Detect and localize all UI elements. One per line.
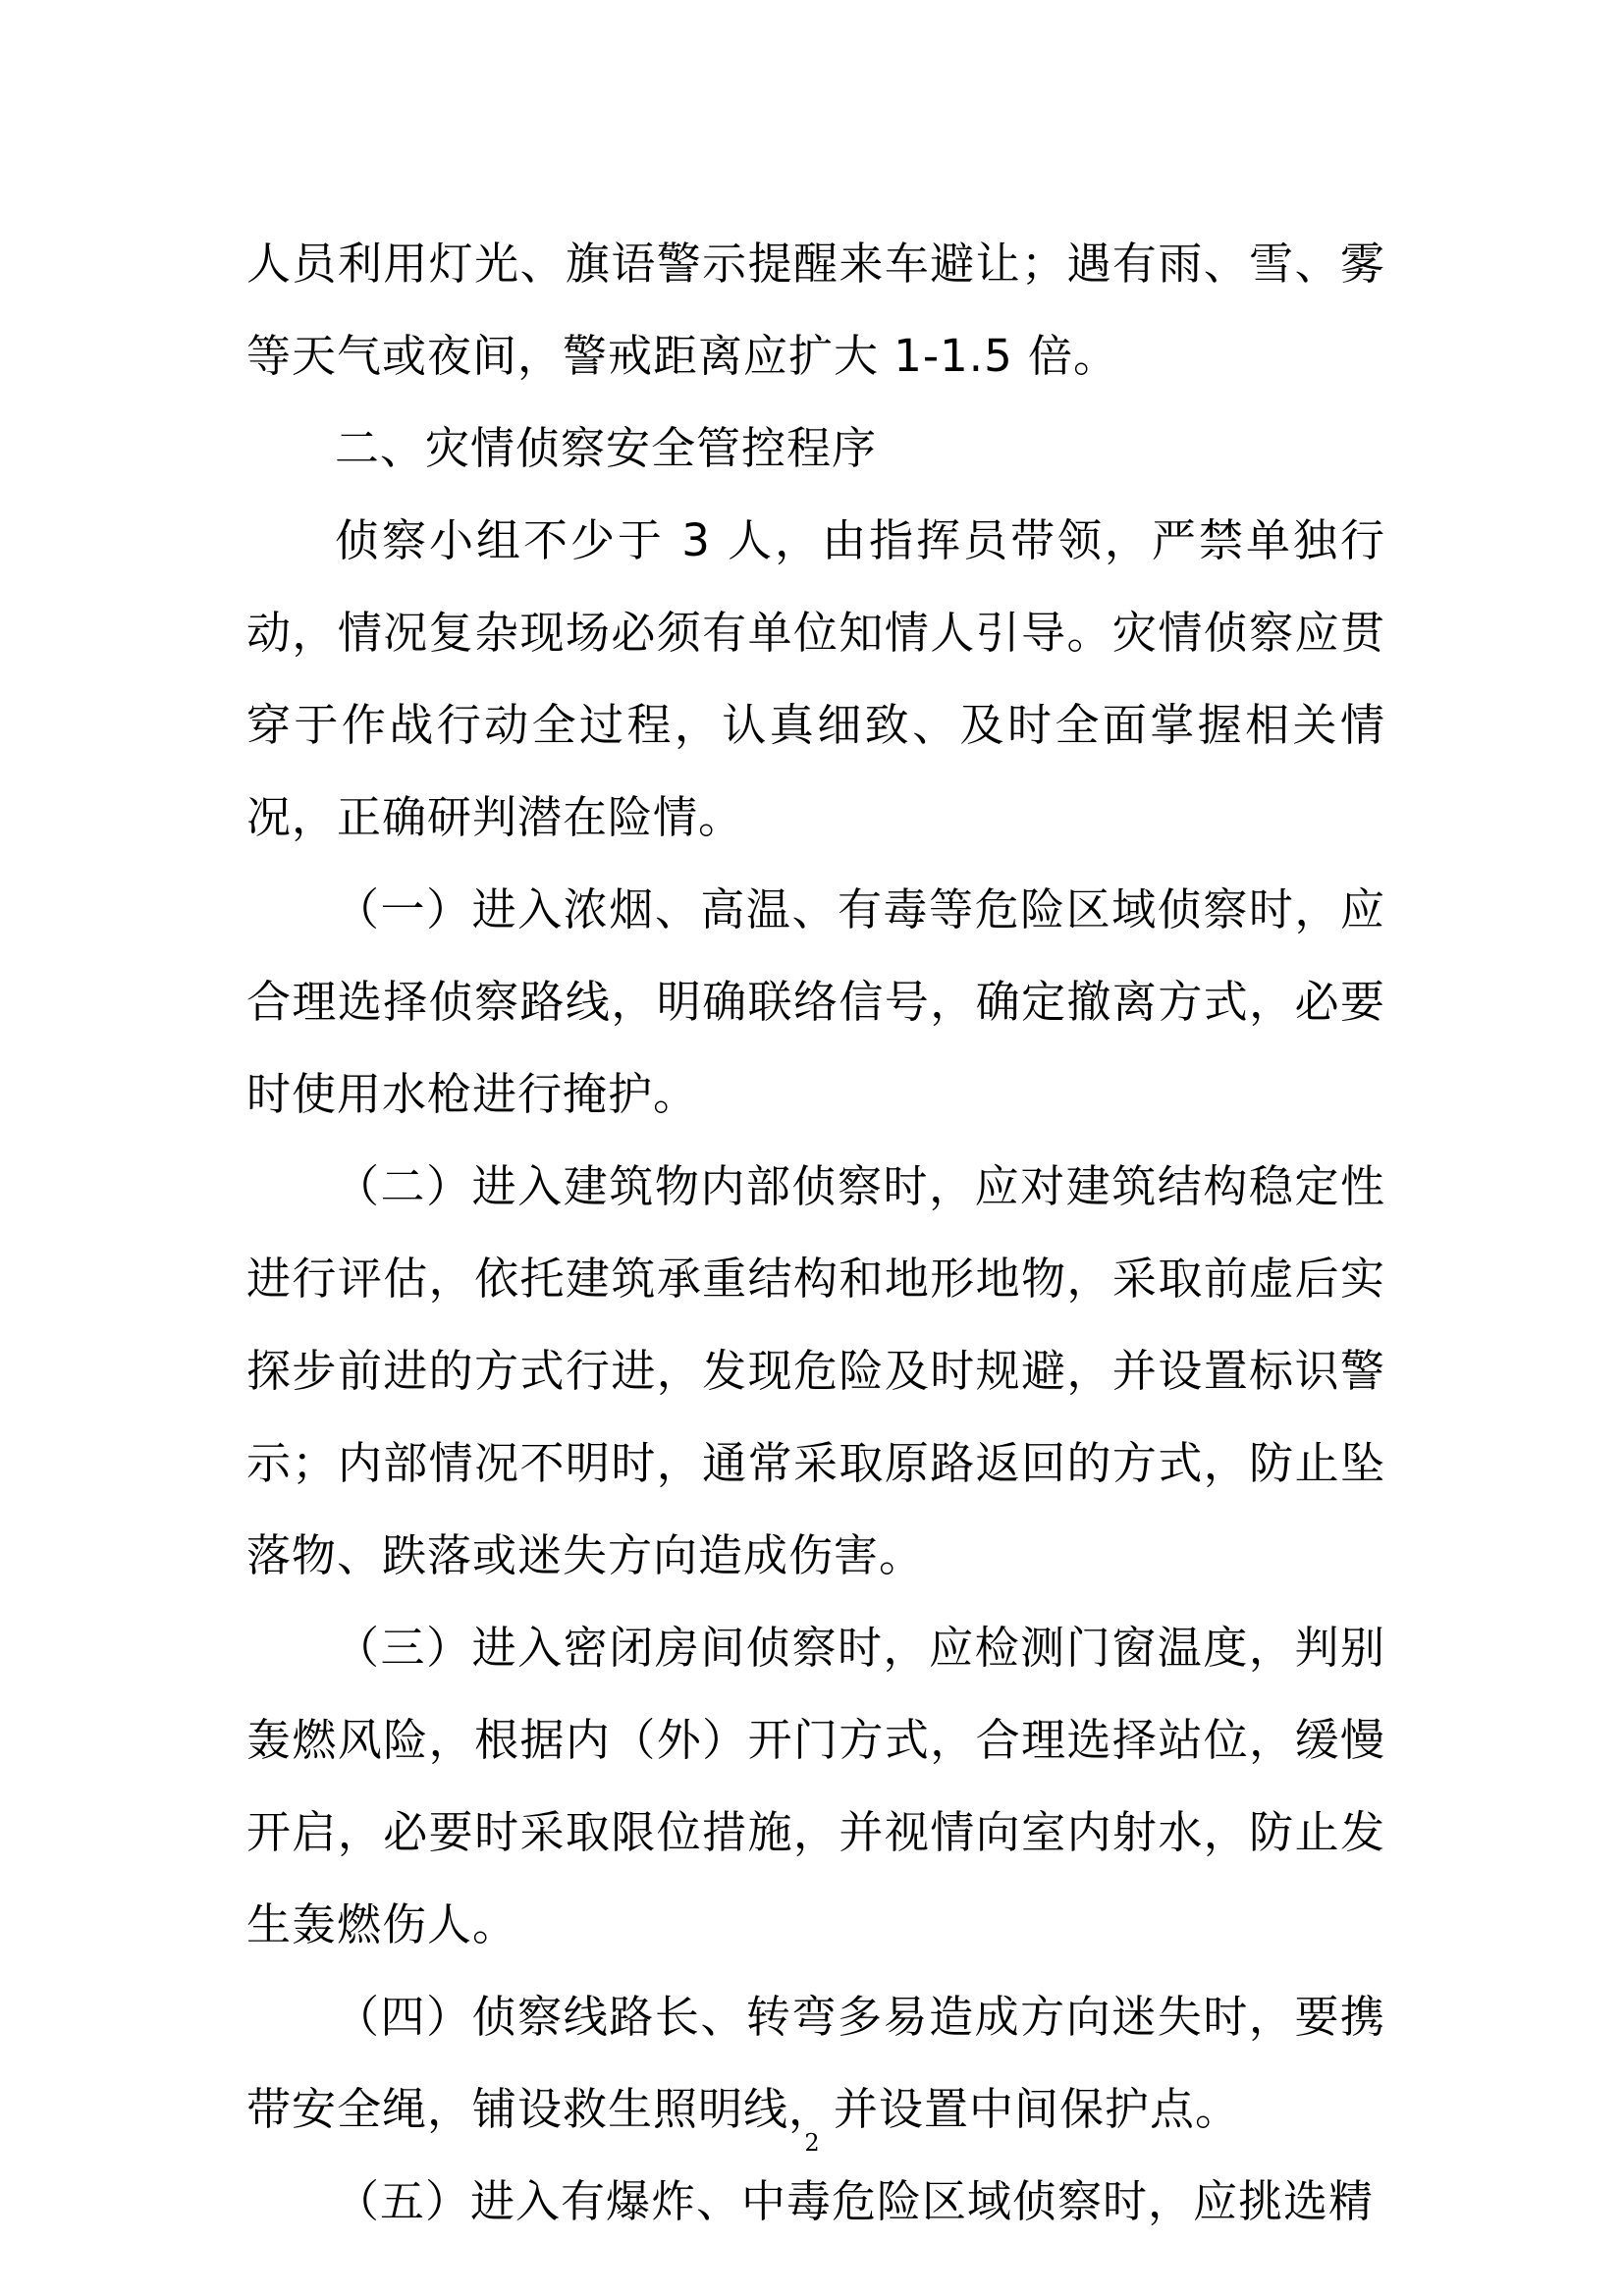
paragraph-item-2: （二）进入建筑物内部侦察时，应对建筑结构稳定性进行评估，依托建筑承重结构和地形地物，采取前虚后实探步前进的方式行进，发现危险及时规避，并设置标识警示；内部情况不明时，通常采取原路返回的方式，防止坠落物、跌落或迷失方向造成伤害。	[246, 1160, 1385, 1581]
paragraph-item-5: （五）进入有爆炸、中毒危险区域侦察时，应挑选精	[335, 2175, 1375, 2227]
paragraph-continuation: 人员利用灯光、旗语警示提醒来车避让；遇有雨、雪、雾等天气或夜间，警戒距离应扩大 1-1.5 倍。	[246, 238, 1385, 382]
section-heading: 二、灾情侦察安全管控程序	[335, 422, 878, 474]
page-number: 2	[804, 2129, 820, 2157]
document-body	[246, 218, 1385, 2248]
paragraph-item-1: （一）进入浓烟、高温、有毒等危险区域侦察时，应合理选择侦察路线，明确联络信号，确定撤离方式，必要时使用水枪进行掩护。	[246, 883, 1385, 1120]
paragraph-item-4: （四）侦察线路长、转弯多易造成方向迷失时，要携带安全绳，铺设救生照明线，并设置中间保护点。	[246, 1991, 1385, 2135]
paragraph-intro: 侦察小组不少于 3 人，由指挥员带领，严禁单独行动，情况复杂现场必须有单位知情人引导。灾情侦察应贯穿于作战行动全过程，认真细致、及时全面掌握相关情况，正确研判潜在险情。	[246, 514, 1385, 843]
paragraph-item-3: （三）进入密闭房间侦察时，应检测门窗温度，判别轰燃风险，根据内（外）开门方式，合理选择站位，缓慢开启，必要时采取限位措施，并视情向室内射水，防止发生轰燃伤人。	[246, 1622, 1385, 1950]
